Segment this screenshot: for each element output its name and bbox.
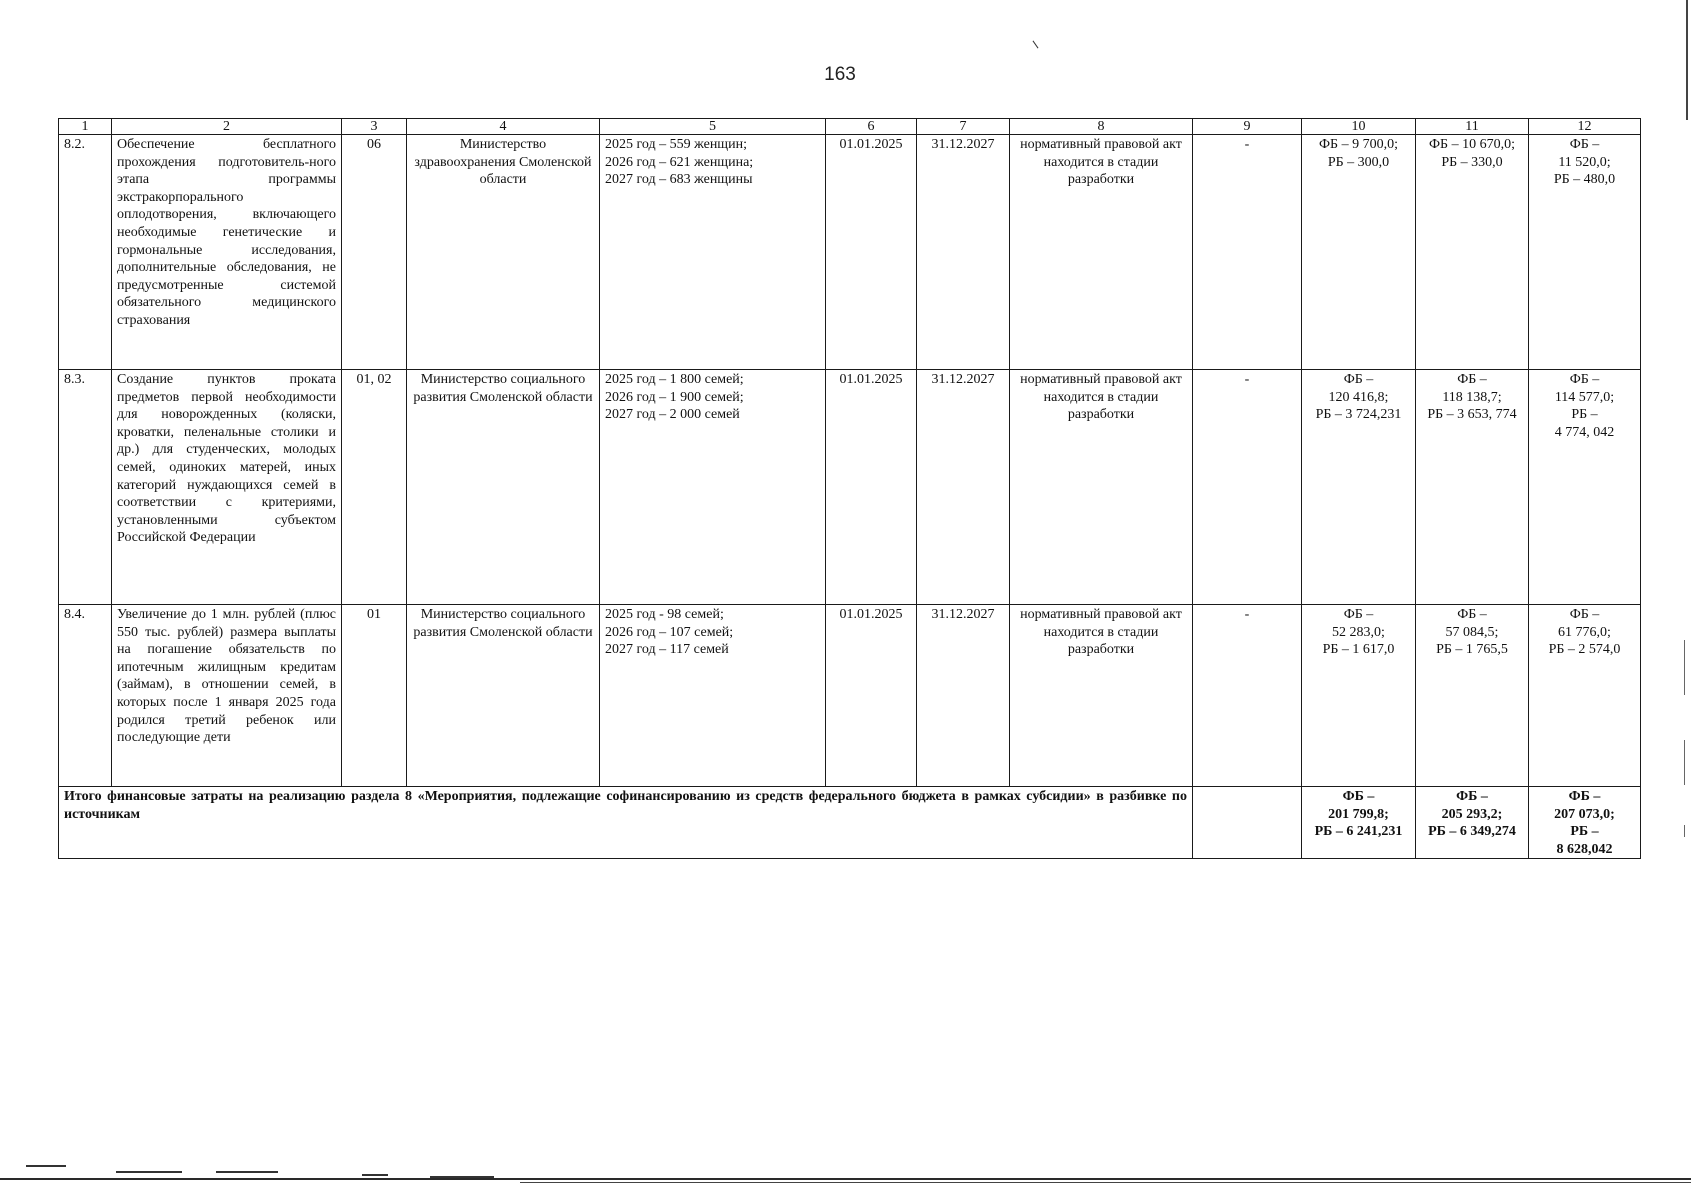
total-col9	[1193, 787, 1302, 859]
funding-line: 207 073,0;	[1554, 806, 1615, 822]
measure-number: 8.2.	[59, 135, 112, 370]
funding-line: РБ –	[1570, 824, 1599, 840]
column-header: 11	[1416, 119, 1529, 135]
measures-table	[58, 118, 1641, 859]
funding-line: ФБ –	[1569, 372, 1600, 387]
indicator-line: 2025 год - 98 семей;	[605, 607, 724, 622]
indicator-line: 2027 год – 117 семей	[605, 642, 729, 658]
measure-executor: Министерство здравоохранения Смоленской области	[407, 135, 600, 370]
funding-line: ФБ –	[1569, 137, 1600, 152]
indicator-line: 2026 год – 621 женщина;	[605, 154, 754, 170]
funding-line: РБ – 1 617,0	[1322, 642, 1395, 658]
column-header: 1	[59, 119, 112, 135]
funding-line: ФБ –	[1568, 789, 1601, 804]
funding-line: 61 776,0;	[1558, 624, 1611, 640]
column-header: 5	[600, 119, 826, 135]
measure-status: нормативный правовой акт находится в стадии разработки	[1010, 135, 1193, 370]
scan-margin-mark	[1684, 640, 1685, 695]
total-2026	[1416, 787, 1529, 859]
column-header: 9	[1193, 119, 1302, 135]
measure-start-date: 01.01.2025	[826, 370, 917, 605]
funding-line: 118 138,7;	[1442, 389, 1502, 405]
funding-line: 114 577,0;	[1554, 389, 1615, 405]
scan-margin-mark	[1684, 825, 1685, 837]
funding-line: РБ – 300,0	[1327, 154, 1390, 170]
scan-dash	[362, 1174, 388, 1176]
total-2025	[1302, 787, 1416, 859]
measure-end-date: 31.12.2027	[917, 370, 1010, 605]
indicator-line: 2025 год – 1 800 семей;	[605, 372, 744, 387]
table-row	[59, 605, 1641, 787]
measure-status: нормативный правовой акт находится в стадии разработки	[1010, 605, 1193, 787]
funding-line: 120 416,8;	[1328, 389, 1389, 405]
column-header: 12	[1529, 119, 1641, 135]
column-header: 4	[407, 119, 600, 135]
funding-2025	[1302, 135, 1416, 370]
measure-executor: Министерство социального развития Смоленской области	[407, 605, 600, 787]
scan-bottom-rule	[520, 1182, 1691, 1183]
funding-line: ФБ –	[1342, 789, 1375, 804]
funding-line: ФБ –	[1569, 607, 1600, 622]
measure-status: нормативный правовой акт находится в стадии разработки	[1010, 370, 1193, 605]
measure-start-date: 01.01.2025	[826, 135, 917, 370]
funding-2027	[1529, 370, 1641, 605]
funding-line: ФБ – 10 670,0;	[1429, 137, 1515, 152]
funding-line: РБ – 3 724,231	[1315, 407, 1402, 423]
funding-line: 11 520,0;	[1558, 154, 1611, 170]
scan-margin-mark	[1684, 740, 1685, 785]
funding-line: 4 774, 042	[1554, 424, 1615, 440]
funding-line: ФБ –	[1343, 607, 1374, 622]
measure-code: 06	[342, 135, 407, 370]
scan-dash	[216, 1171, 278, 1173]
measure-col9: -	[1193, 135, 1302, 370]
funding-line: 8 628,042	[1556, 841, 1613, 857]
indicator-line: 2025 год – 559 женщин;	[605, 137, 747, 152]
funding-line: 205 293,2;	[1441, 806, 1503, 822]
funding-line: РБ –	[1571, 407, 1598, 423]
measure-code: 01	[342, 605, 407, 787]
funding-line: РБ – 6 349,274	[1428, 824, 1516, 840]
funding-line: ФБ –	[1343, 372, 1374, 387]
column-number-row	[59, 119, 1641, 135]
funding-2026	[1416, 605, 1529, 787]
total-row	[59, 787, 1641, 859]
indicator-line: 2026 год – 107 семей;	[605, 624, 734, 640]
indicator-line: 2027 год – 683 женщины	[605, 172, 753, 188]
funding-line: РБ – 3 653, 774	[1427, 407, 1517, 423]
measure-name: Создание пунктов проката предметов первой необходимости для новорожденных (коляски, кроватки, пеленальные столики и др.) для студенческих, молодых семей, одиноких матерей, иных категорий нуждающихся семей в соответствии с критериями, установленными субъектом Российской Федерации	[112, 370, 342, 605]
funding-2025	[1302, 370, 1416, 605]
measure-indicators	[600, 605, 826, 787]
funding-line: РБ – 480,0	[1553, 172, 1616, 188]
funding-line: ФБ –	[1456, 789, 1488, 804]
column-header: 8	[1010, 119, 1193, 135]
measure-name: Обеспечение бесплатного прохождения подготовитель-ного этапа программы экстракорпорального оплодотворения, включающего необходимые генетические и гормональные исследования, дополнительные обследования, не предусмотренные системой обязательного медицинского страхования	[112, 135, 342, 370]
indicator-line: 2026 год – 1 900 семей;	[605, 389, 744, 405]
measure-number: 8.4.	[59, 605, 112, 787]
measure-start-date: 01.01.2025	[826, 605, 917, 787]
scan-dash	[116, 1171, 182, 1173]
column-header: 7	[917, 119, 1010, 135]
column-header: 6	[826, 119, 917, 135]
table-row	[59, 370, 1641, 605]
funding-line: РБ – 6 241,231	[1314, 824, 1403, 840]
measure-name: Увеличение до 1 млн. рублей (плюс 550 тыс. рублей) размера выплаты на погашение обязательств по ипотечным жилищным кредитам (займам), в отношении семей, в которых после 1 января 2025 года родился третий ребенок или последующие дети	[112, 605, 342, 787]
funding-2027	[1529, 605, 1641, 787]
indicator-line: 2027 год – 2 000 семей	[605, 407, 740, 423]
scan-edge-line	[1686, 0, 1688, 120]
funding-line: ФБ – 9 700,0;	[1319, 137, 1398, 152]
measure-end-date: 31.12.2027	[917, 605, 1010, 787]
measure-col9: -	[1193, 605, 1302, 787]
column-header: 10	[1302, 119, 1416, 135]
funding-2025	[1302, 605, 1416, 787]
measure-code: 01, 02	[342, 370, 407, 605]
measure-executor: Министерство социального развития Смоленской области	[407, 370, 600, 605]
scan-bottom-rule	[0, 1178, 1691, 1180]
funding-2027	[1529, 135, 1641, 370]
measure-end-date: 31.12.2027	[917, 135, 1010, 370]
measure-indicators	[600, 370, 826, 605]
column-header: 2	[112, 119, 342, 135]
funding-2026	[1416, 370, 1529, 605]
funding-line: РБ – 330,0	[1441, 154, 1503, 170]
page-number: 163	[824, 64, 856, 85]
funding-line: 201 799,8;	[1328, 806, 1389, 822]
column-header: 3	[342, 119, 407, 135]
funding-line: РБ – 2 574,0	[1548, 642, 1621, 658]
funding-line: 57 084,5;	[1445, 624, 1499, 640]
scan-artifact-mark	[1033, 41, 1039, 49]
measure-indicators	[600, 135, 826, 370]
measure-col9: -	[1193, 370, 1302, 605]
measure-number: 8.3.	[59, 370, 112, 605]
scan-dash	[26, 1165, 66, 1167]
table-row	[59, 135, 1641, 370]
funding-line: ФБ –	[1457, 607, 1487, 622]
funding-line: ФБ –	[1457, 372, 1487, 387]
total-2027	[1529, 787, 1641, 859]
total-label: Итого финансовые затраты на реализацию раздела 8 «Мероприятия, подлежащие софинансированию из средств федерального бюджета в рамках субсидии» в разбивке по источникам	[59, 787, 1193, 859]
funding-line: РБ – 1 765,5	[1436, 642, 1508, 658]
funding-2026	[1416, 135, 1529, 370]
funding-line: 52 283,0;	[1332, 624, 1385, 640]
